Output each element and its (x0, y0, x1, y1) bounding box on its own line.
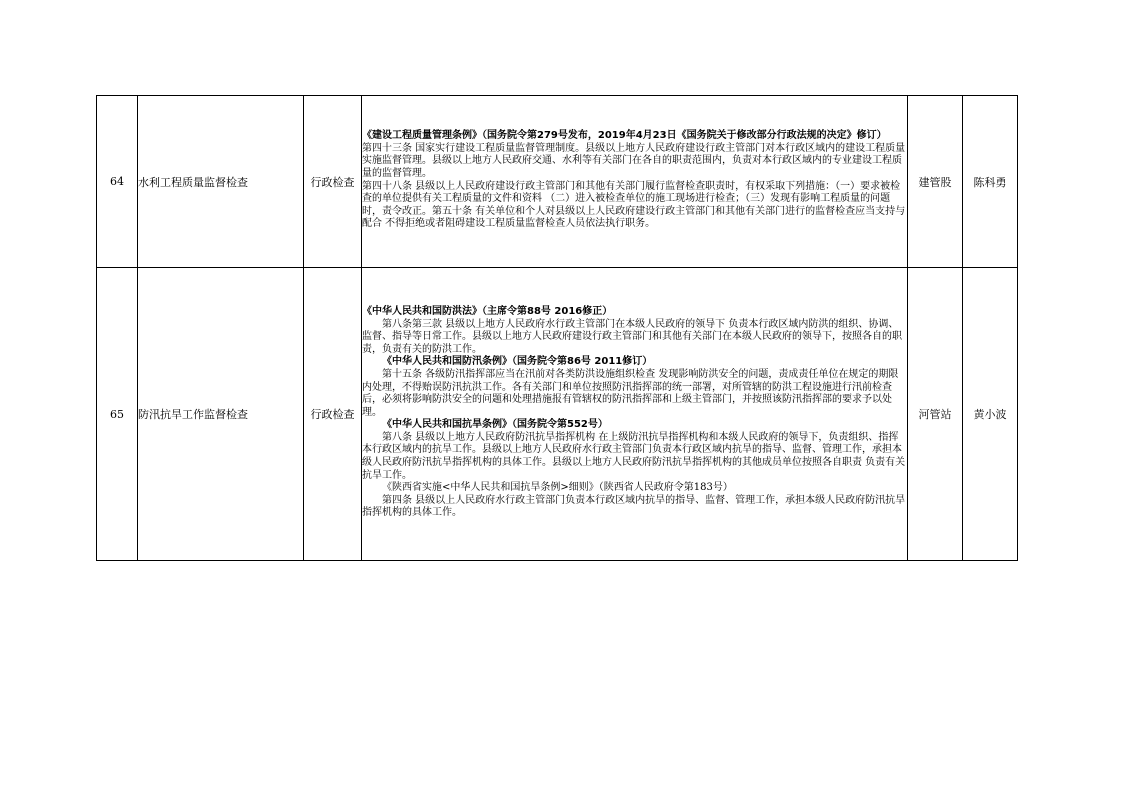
law-title: 《中华人民共和国防洪法》（主席令第88号 2016修正） (362, 305, 613, 317)
table-row (97, 268, 1018, 561)
item-category: 行政检查 (304, 268, 362, 561)
legal-basis (362, 268, 908, 561)
row-number: 64 (97, 96, 138, 268)
inspection-table (96, 95, 1018, 561)
item-name: 防汛抗旱工作监督检查 (138, 268, 304, 561)
legal-basis (362, 96, 908, 268)
item-name: 水利工程质量监督检查 (138, 96, 304, 268)
basis-paragraph: 第四十三条 国家实行建设工程质量监督管理制度。县级以上地方人民政府建设行政主管部门对本行政区域内的建设工程质量实施监督管理。县级以上地方人民政府交通、水利等有关部门在各自的职责范围内，负责对本行政区域内的专业建设工程质量的监督管理。 (362, 142, 906, 179)
basis-paragraph: 第四条 县级以上人民政府水行政主管部门负责本行政区域内抗旱的指导、监督、管理工作，承担本级人民政府防汛抗旱指挥机构的具体工作。 (362, 494, 906, 519)
row-number: 65 (97, 268, 138, 561)
responsible-person: 黄小波 (963, 268, 1018, 561)
basis-paragraph: 第八条 县级以上地方人民政府防汛抗旱指挥机构 在上级防汛抗旱指挥机构和本级人民政府的领导下，负责组织、指挥本行政区域内的抗旱工作。县级以上地方人民政府水行政主管部门负责本行政区域内抗旱的指导、监督、管理工作，承担本级人民政府防汛抗旱指挥机构的具体工作。县级以上地方人民政府防汛抗旱指挥机构的其他成员单位按照各自职责 负责有关抗旱工作。 (362, 431, 906, 481)
responsible-unit: 河管站 (908, 268, 963, 561)
law-title: 《陕西省实施<中华人民共和国抗旱条例>细则》（陕西省人民政府令第183号） (382, 482, 733, 494)
table-row (97, 96, 1018, 268)
responsible-person: 陈科勇 (963, 96, 1018, 268)
law-title: 《中华人民共和国防汛条例》（国务院令第86号 2011修订） (382, 356, 653, 368)
item-category: 行政检查 (304, 96, 362, 268)
law-title: 《中华人民共和国抗旱条例》（国务院令第552号） (382, 419, 608, 431)
responsible-unit: 建管股 (908, 96, 963, 268)
basis-paragraph: 第十五条 各级防汛指挥部应当在汛前对各类防洪设施组织检查 发现影响防洪安全的问题，责成责任单位在规定的期限内处理，不得贻误防汛抗洪工作。各有关部门和单位按照防汛指挥部的统一部署，对所管辖的防洪工程设施进行汛前检查后，必须将影响防洪安全的问题和处理措施报有管辖权的防汛指挥部和上级主管部门，并按照该防汛指挥部的要求予以处理。 (362, 368, 899, 418)
basis-paragraph: 第八条第三款 县级以上地方人民政府水行政主管部门在本级人民政府的领导下 负责本行政区域内防洪的组织、协调、监督、指导等日常工作。县级以上地方人民政府建设行政主管部门和其他有关部门在本级人民政府的领导下，按照各自的职责，负责有关的防洪工作。 (362, 318, 902, 355)
basis-paragraph: 第四十八条 县级以上人民政府建设行政主管部门和其他有关部门履行监督检查职责时，有权采取下列措施：（一）要求被检查的单位提供有关工程质量的文件和资料 （二）进入被检查单位的施工现场进行检查；（三）发现有影响工程质量的问题时，责令改正。第五十条 有关单位和个人对县级以上人民政府建设行政主管部门和其他有关部门进行的监督检查应当支持与配合 不得拒绝或者阻碍建设工程质量监督检查人员依法执行职务。 (362, 180, 906, 230)
law-title: 《建设工程质量管理条例》（国务院令第279号发布，2019年4月23日《国务院关于修改部分行政法规的决定》修订） (362, 130, 887, 142)
